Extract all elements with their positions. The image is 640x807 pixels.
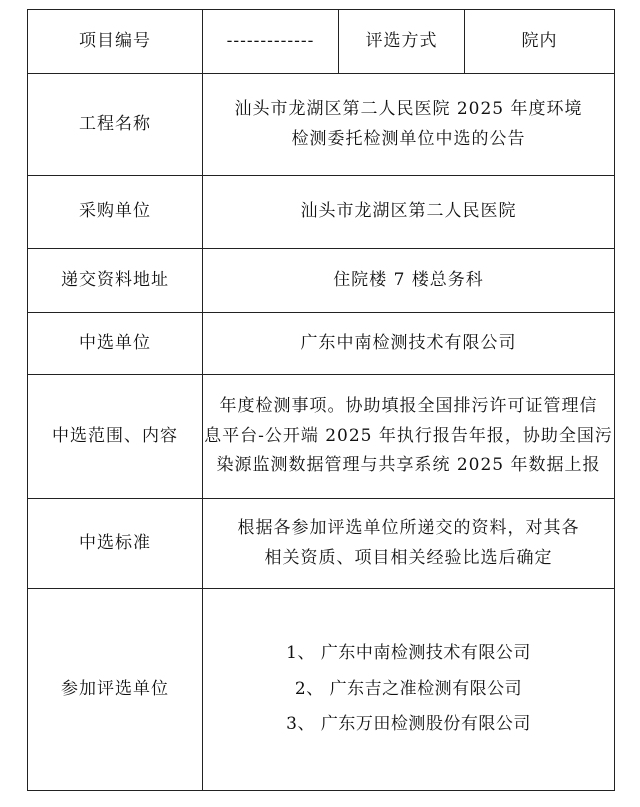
purchaser-label: 采购单位 bbox=[28, 176, 203, 249]
row-participants bbox=[28, 589, 615, 791]
row-purchaser bbox=[28, 176, 615, 249]
row-criteria bbox=[28, 499, 615, 589]
project-number-value: ------------- bbox=[203, 10, 339, 74]
criteria-line-2: 相关资质、项目相关经验比选后确定 bbox=[264, 547, 553, 568]
scope-line-3: 染源监测数据管理与共享系统 2025 年数据上报 bbox=[216, 455, 601, 476]
winner-value: 广东中南检测技术有限公司 bbox=[203, 313, 615, 375]
row-submission-address bbox=[28, 249, 615, 313]
row-project-name bbox=[28, 74, 615, 176]
row-winner bbox=[28, 313, 615, 375]
criteria-value bbox=[203, 499, 615, 589]
criteria-line-1: 根据各参加评选单位所递交的资料，对其各 bbox=[237, 517, 580, 538]
participant-item: 1、 广东中南检测技术有限公司 bbox=[286, 642, 531, 663]
project-name-line-1: 汕头市龙湖区第二人民医院 2025 年度环境 bbox=[234, 98, 583, 119]
participants-list bbox=[203, 589, 615, 791]
project-name-value bbox=[203, 74, 615, 176]
submission-address-label: 递交资料地址 bbox=[28, 249, 203, 313]
scope-line-1: 年度检测事项。协助填报全国排污许可证管理信 bbox=[219, 395, 598, 416]
scope-label: 中选范围、内容 bbox=[28, 375, 203, 499]
project-name-label: 工程名称 bbox=[28, 74, 203, 176]
announcement-table bbox=[27, 9, 615, 791]
row-project-number bbox=[28, 10, 615, 74]
purchaser-value: 汕头市龙湖区第二人民医院 bbox=[203, 176, 615, 249]
submission-address-value: 住院楼 7 楼总务科 bbox=[203, 249, 615, 313]
participant-item: 3、 广东万田检测股份有限公司 bbox=[286, 714, 531, 735]
project-name-line-2: 检测委托检测单位中选的公告 bbox=[291, 128, 526, 149]
participant-item: 2、 广东吉之准检测有限公司 bbox=[294, 678, 523, 699]
criteria-label: 中选标准 bbox=[28, 499, 203, 589]
winner-label: 中选单位 bbox=[28, 313, 203, 375]
row-scope bbox=[28, 375, 615, 499]
participants-label: 参加评选单位 bbox=[28, 589, 203, 791]
scope-value bbox=[203, 375, 615, 499]
selection-method-label: 评选方式 bbox=[339, 10, 465, 74]
selection-method-value: 院内 bbox=[465, 10, 615, 74]
scope-line-2: 息平台-公开端 2025 年执行报告年报，协助全国污 bbox=[204, 425, 613, 446]
project-number-label: 项目编号 bbox=[28, 10, 203, 74]
